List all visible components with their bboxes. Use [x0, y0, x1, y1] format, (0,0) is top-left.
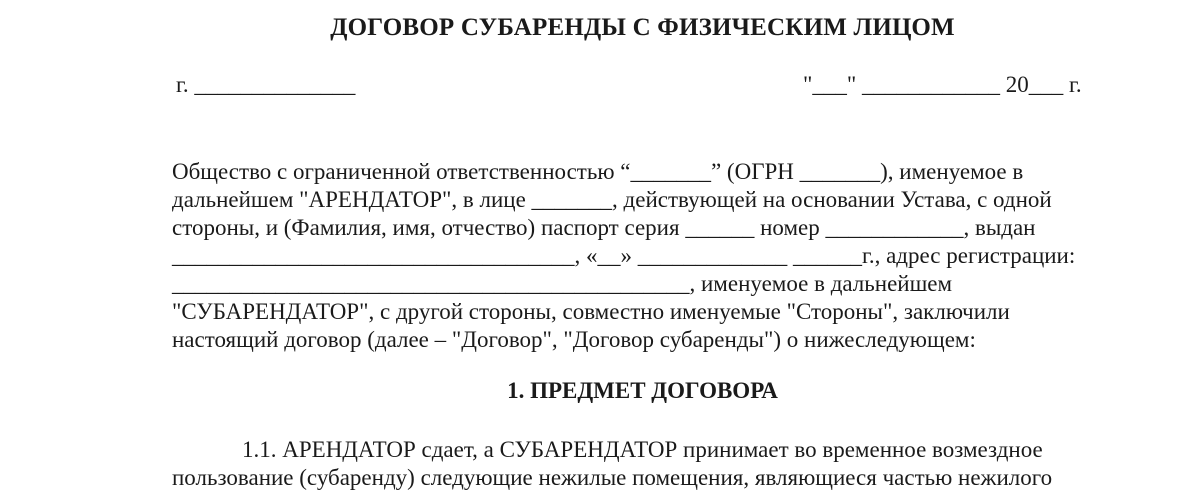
- preamble-line-3: стороны, и (Фамилия, имя, отчество) паспорт серия ______ номер ____________, выдан: [172, 215, 1036, 240]
- preamble-line-7: настоящий договор (далее – "Договор", "Договор субаренды") о нижеследующем:: [172, 327, 976, 352]
- date-line: "___" ____________ 20___ г.: [803, 72, 1082, 97]
- preamble-line-6: "СУБАРЕНДАТОР", с другой стороны, совместно именуемые "Стороны", заключили: [172, 299, 1010, 324]
- preamble-line-5: _____________________________________________, именуемое в дальнейшем: [172, 271, 953, 296]
- preamble-line-2: дальнейшем "АРЕНДАТОР", в лице _______, действующей на основании Устава, с одной: [172, 187, 1052, 212]
- section-1-heading: 1. ПРЕДМЕТ ДОГОВОРА: [507, 378, 778, 403]
- place-line: г. ______________: [176, 72, 356, 97]
- preamble-line-1: Общество с ограниченной ответственностью “_______” (ОГРН _______), именуемое в: [172, 159, 1024, 184]
- clause-1-1-line-1: 1.1. АРЕНДАТОР сдает, а СУБАРЕНДАТОР принимает во временное возмездное: [242, 437, 1043, 462]
- preamble-line-4: ___________________________________, «__» _____________ ______г., адрес регистрации:: [172, 243, 1076, 268]
- document-title: ДОГОВОР СУБАРЕНДЫ С ФИЗИЧЕСКИМ ЛИЦОМ: [330, 14, 955, 41]
- clause-1-1-line-2: пользование (субаренду) следующие нежилые помещения, являющиеся частью нежилого: [172, 465, 1053, 490]
